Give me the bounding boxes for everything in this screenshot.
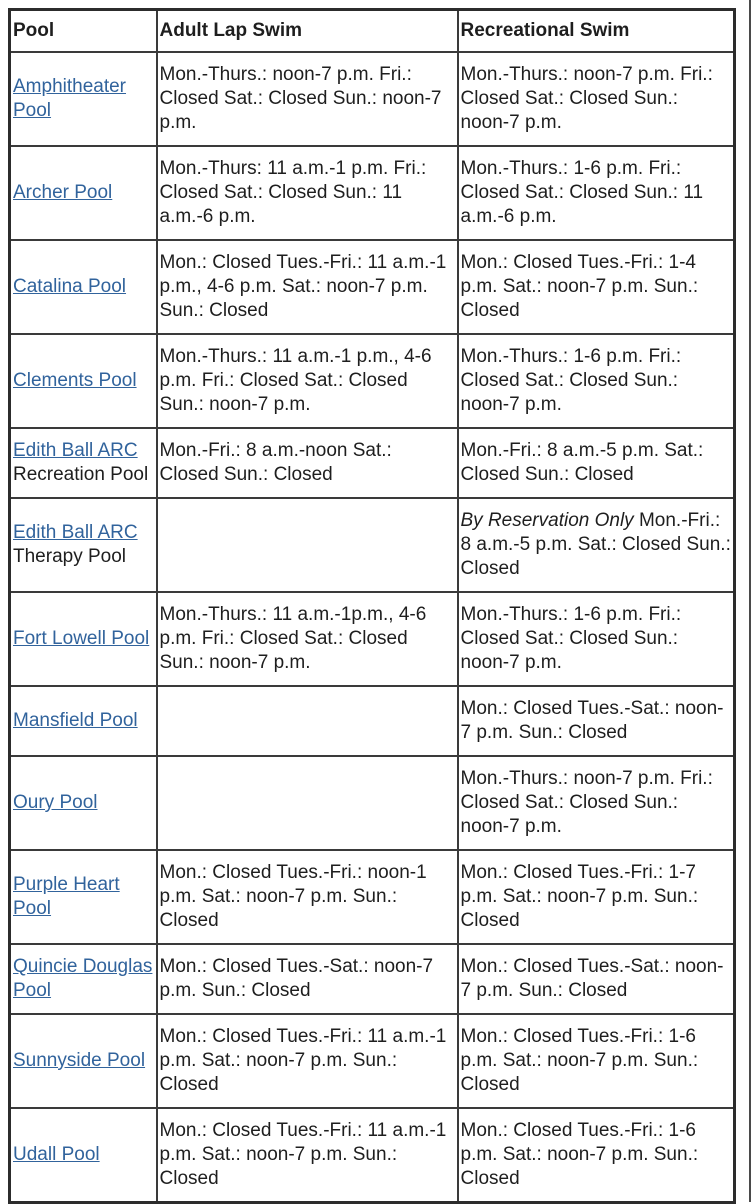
pool-link[interactable]: Sunnyside Pool xyxy=(13,1050,146,1071)
recreational-swim-hours: Mon.-Thurs.: noon-7 p.m. Fri.: Closed Sat.: Closed Sun.: noon-7 p.m. xyxy=(460,768,713,837)
page-right-border xyxy=(749,0,751,1202)
recreational-swim-cell xyxy=(458,1108,735,1203)
recreational-swim-cell xyxy=(458,240,735,334)
pool-name-cell xyxy=(10,1108,157,1203)
pool-name-suffix: Therapy Pool xyxy=(13,546,127,567)
table-row xyxy=(10,686,735,756)
table-row xyxy=(10,1108,735,1203)
adult-lap-swim-hours: Mon.-Thurs.: 11 a.m.-1p.m., 4-6 p.m. Fri.: Closed Sat.: Closed Sun.: noon-7 p.m. xyxy=(159,604,427,673)
table-row xyxy=(10,52,735,146)
pool-rows-body xyxy=(10,52,735,1203)
adult-lap-swim-cell xyxy=(157,592,458,686)
by-reservation-only-note: By Reservation Only xyxy=(460,510,634,531)
pool-link[interactable]: Oury Pool xyxy=(13,792,98,813)
column-header-adult-lap-swim: Adult Lap Swim xyxy=(157,10,458,53)
pool-name-cell xyxy=(10,944,157,1014)
adult-lap-swim-hours: Mon.: Closed Tues.-Sat.: noon-7 p.m. Sun.: Closed xyxy=(159,956,434,1001)
recreational-swim-hours: Mon.: Closed Tues.-Fri.: 1-7 p.m. Sat.: noon-7 p.m. Sun.: Closed xyxy=(460,862,699,931)
table-row xyxy=(10,240,735,334)
pool-link[interactable]: Quincie Douglas Pool xyxy=(13,956,153,1001)
adult-lap-swim-hours: Mon.-Thurs.: noon-7 p.m. Fri.: Closed Sat.: Closed Sun.: noon-7 p.m. xyxy=(159,64,442,133)
pool-link[interactable]: Edith Ball ARC xyxy=(13,522,138,543)
header-row xyxy=(10,10,735,53)
recreational-swim-cell xyxy=(458,428,735,498)
pool-name-cell xyxy=(10,428,157,498)
pool-name-cell xyxy=(10,1014,157,1108)
recreational-swim-hours: Mon.-Thurs.: 1-6 p.m. Fri.: Closed Sat.: Closed Sun.: noon-7 p.m. xyxy=(460,346,682,415)
pool-name-cell xyxy=(10,240,157,334)
recreational-swim-hours: Mon.: Closed Tues.-Sat.: noon-7 p.m. Sun.: Closed xyxy=(460,956,724,1001)
adult-lap-swim-hours: Mon.-Thurs: 11 a.m.-1 p.m. Fri.: Closed Sat.: Closed Sun.: 11 a.m.-6 p.m. xyxy=(159,158,427,227)
adult-lap-swim-hours: Mon.: Closed Tues.-Fri.: noon-1 p.m. Sat.: noon-7 p.m. Sun.: Closed xyxy=(159,862,427,931)
recreational-swim-cell xyxy=(458,334,735,428)
adult-lap-swim-cell xyxy=(157,146,458,240)
table-row xyxy=(10,1014,735,1108)
recreational-swim-hours: Mon.: Closed Tues.-Sat.: noon-7 p.m. Sun.: Closed xyxy=(460,698,724,743)
recreational-swim-hours: Mon.-Fri.: 8 a.m.-5 p.m. Sat.: Closed Sun.: Closed xyxy=(460,510,731,579)
pool-name-suffix: Recreation Pool xyxy=(13,464,149,485)
pool-name-cell xyxy=(10,592,157,686)
table-row xyxy=(10,334,735,428)
pool-link[interactable]: Fort Lowell Pool xyxy=(13,628,150,649)
pool-name-cell xyxy=(10,850,157,944)
pool-link[interactable]: Archer Pool xyxy=(13,182,113,203)
adult-lap-swim-cell xyxy=(157,1108,458,1203)
pool-link[interactable]: Udall Pool xyxy=(13,1144,100,1165)
adult-lap-swim-hours: Mon.: Closed Tues.-Fri.: 11 a.m.-1 p.m. Sat.: noon-7 p.m. Sun.: Closed xyxy=(159,1120,447,1189)
table-row xyxy=(10,498,735,592)
table-row xyxy=(10,756,735,850)
recreational-swim-cell xyxy=(458,944,735,1014)
adult-lap-swim-cell xyxy=(157,428,458,498)
recreational-swim-hours: Mon.-Thurs.: 1-6 p.m. Fri.: Closed Sat.: Closed Sun.: 11 a.m.-6 p.m. xyxy=(460,158,704,227)
recreational-swim-hours: Mon.-Fri.: 8 a.m.-5 p.m. Sat.: Closed Sun.: Closed xyxy=(460,440,704,485)
pool-link[interactable]: Mansfield Pool xyxy=(13,710,138,731)
recreational-swim-hours: Mon.-Thurs.: noon-7 p.m. Fri.: Closed Sat.: Closed Sun.: noon-7 p.m. xyxy=(460,64,713,133)
recreational-swim-cell xyxy=(458,52,735,146)
recreational-swim-hours: Mon.: Closed Tues.-Fri.: 1-4 p.m. Sat.: noon-7 p.m. Sun.: Closed xyxy=(460,252,699,321)
pool-link[interactable]: Catalina Pool xyxy=(13,276,127,297)
recreational-swim-cell xyxy=(458,146,735,240)
recreational-swim-cell xyxy=(458,592,735,686)
pool-name-cell xyxy=(10,146,157,240)
pool-link[interactable]: Purple Heart Pool xyxy=(13,874,120,919)
table-row xyxy=(10,944,735,1014)
adult-lap-swim-hours: Mon.: Closed Tues.-Fri.: 11 a.m.-1 p.m. Sat.: noon-7 p.m. Sun.: Closed xyxy=(159,1026,447,1095)
adult-lap-swim-cell xyxy=(157,756,458,850)
table-row xyxy=(10,850,735,944)
adult-lap-swim-hours: Mon.-Fri.: 8 a.m.-noon Sat.: Closed Sun.: Closed xyxy=(159,440,392,485)
recreational-swim-cell xyxy=(458,686,735,756)
adult-lap-swim-cell xyxy=(157,944,458,1014)
table-row xyxy=(10,592,735,686)
recreational-swim-hours: Mon.-Thurs.: 1-6 p.m. Fri.: Closed Sat.: Closed Sun.: noon-7 p.m. xyxy=(460,604,682,673)
column-header-pool: Pool xyxy=(10,10,157,53)
column-header-recreational-swim: Recreational Swim xyxy=(458,10,735,53)
recreational-swim-cell xyxy=(458,498,735,592)
pool-link[interactable]: Clements Pool xyxy=(13,370,137,391)
adult-lap-swim-cell xyxy=(157,850,458,944)
recreational-swim-hours: Mon.: Closed Tues.-Fri.: 1-6 p.m. Sat.: noon-7 p.m. Sun.: Closed xyxy=(460,1026,699,1095)
recreational-swim-cell xyxy=(458,1014,735,1108)
recreational-swim-cell xyxy=(458,756,735,850)
adult-lap-swim-hours: Mon.: Closed Tues.-Fri.: 11 a.m.-1 p.m., 4-6 p.m. Sat.: noon-7 p.m. Sun.: Closed xyxy=(159,252,447,321)
pool-link[interactable]: Edith Ball ARC xyxy=(13,440,138,461)
recreational-swim-hours: Mon.: Closed Tues.-Fri.: 1-6 p.m. Sat.: noon-7 p.m. Sun.: Closed xyxy=(460,1120,699,1189)
adult-lap-swim-cell xyxy=(157,334,458,428)
adult-lap-swim-hours: Mon.-Thurs.: 11 a.m.-1 p.m., 4-6 p.m. Fri.: Closed Sat.: Closed Sun.: noon-7 p.m. xyxy=(159,346,432,415)
table-row xyxy=(10,428,735,498)
pool-hours-table xyxy=(8,8,736,1204)
adult-lap-swim-cell xyxy=(157,686,458,756)
pool-name-cell xyxy=(10,52,157,146)
adult-lap-swim-cell xyxy=(157,498,458,592)
recreational-swim-cell xyxy=(458,850,735,944)
adult-lap-swim-cell xyxy=(157,1014,458,1108)
pool-name-cell xyxy=(10,756,157,850)
pool-name-cell xyxy=(10,334,157,428)
pool-link[interactable]: Amphitheater Pool xyxy=(13,76,127,121)
pool-name-cell xyxy=(10,498,157,592)
table-row xyxy=(10,146,735,240)
pool-name-cell xyxy=(10,686,157,756)
adult-lap-swim-cell xyxy=(157,52,458,146)
adult-lap-swim-cell xyxy=(157,240,458,334)
